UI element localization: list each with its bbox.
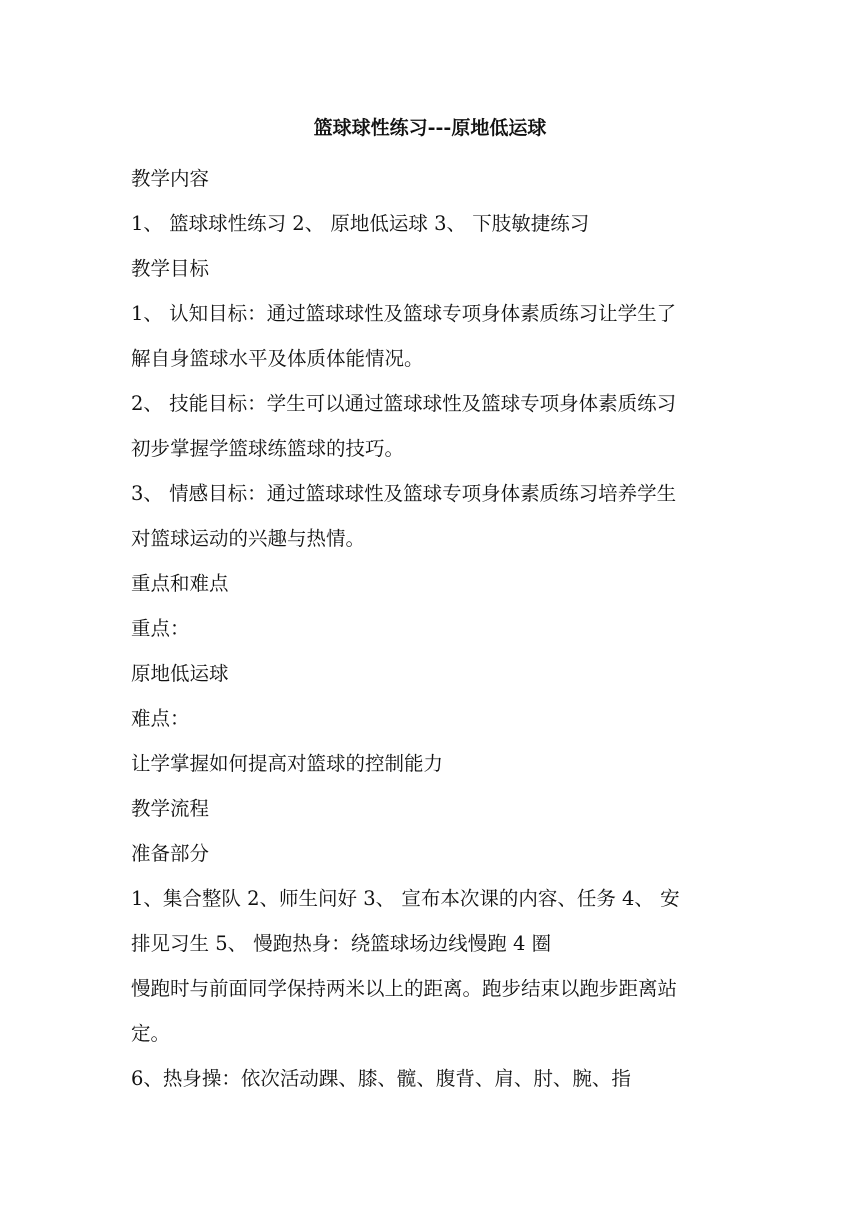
section-heading-teaching-goals: 教学目标 — [131, 257, 210, 280]
section-heading-key-points: 重点和难点 — [131, 572, 229, 595]
goal-emotional: 3、 情感目标：通过篮球球性及篮球专项身体素质练习培养学生 — [131, 482, 677, 505]
jogging-instruction-continued: 定。 — [131, 1022, 171, 1045]
key-point-text: 原地低运球 — [131, 662, 229, 685]
key-point-label: 重点： — [131, 617, 190, 640]
document-title: 篮球球性练习---原地低运球 — [313, 117, 547, 139]
document-body — [131, 156, 731, 1101]
jogging-instruction: 慢跑时与前面同学保持两米以上的距离。跑步结束以跑步距离站 — [131, 977, 678, 1000]
goal-cognitive-continued: 解自身篮球水平及体质体能情况。 — [131, 347, 424, 370]
goal-skill-continued: 初步掌握学篮球练篮球的技巧。 — [131, 437, 405, 460]
content-list: 1、 篮球球性练习 2、 原地低运球 3、 下肢敏捷练习 — [131, 212, 590, 235]
difficulty-text: 让学掌握如何提高对篮球的控制能力 — [131, 752, 444, 775]
section-heading-teaching-content: 教学内容 — [131, 167, 210, 190]
subsection-heading-preparation: 准备部分 — [131, 842, 210, 865]
goal-skill: 2、 技能目标：学生可以通过篮球球性及篮球专项身体素质练习 — [131, 392, 677, 415]
preparation-steps: 1、集合整队 2、师生问好 3、 宣布本次课的内容、任务 4、 安 — [131, 887, 680, 910]
warmup-exercise: 6、热身操：依次活动踝、膝、髋、腹背、肩、肘、腕、指 — [131, 1067, 631, 1090]
preparation-steps-continued: 排见习生 5、 慢跑热身：绕篮球场边线慢跑 4 圈 — [131, 932, 552, 955]
section-heading-teaching-process: 教学流程 — [131, 797, 210, 820]
difficulty-label: 难点： — [131, 707, 190, 730]
goal-cognitive: 1、 认知目标：通过篮球球性及篮球专项身体素质练习让学生了 — [131, 302, 677, 325]
goal-emotional-continued: 对篮球运动的兴趣与热情。 — [131, 527, 366, 550]
